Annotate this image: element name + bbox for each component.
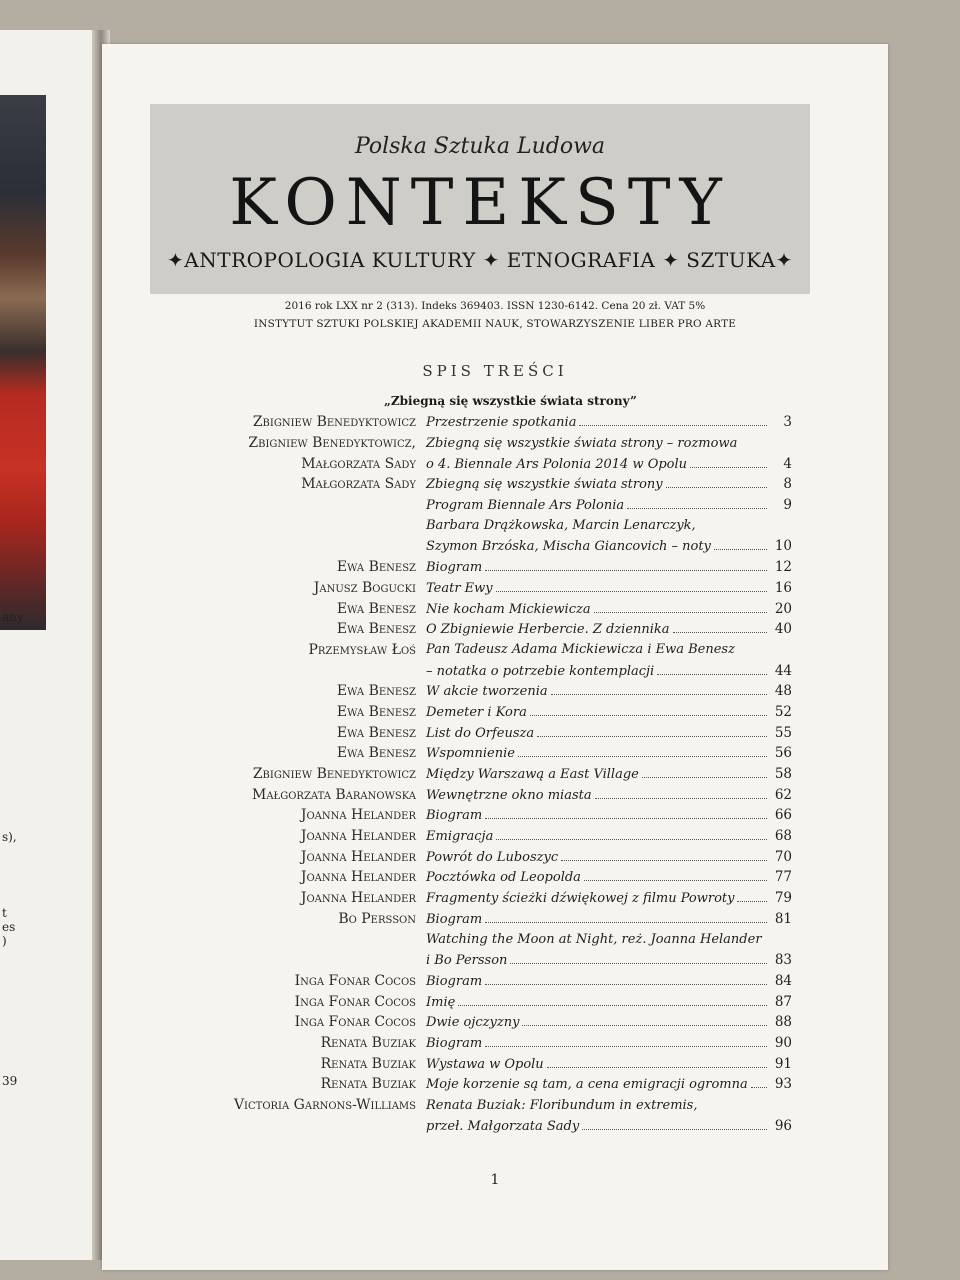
toc-entry xyxy=(102,805,888,826)
toc-author: Zbigniew Benedyktowicz xyxy=(252,414,416,431)
dot-leader xyxy=(518,746,767,757)
toc-title: W akcie tworzenia xyxy=(426,684,548,700)
toc-title-line xyxy=(426,890,792,906)
toc-row xyxy=(102,722,888,743)
dot-leader xyxy=(458,995,767,1006)
toc-author: Ewa Benesz xyxy=(336,745,416,762)
toc-title-line xyxy=(426,1098,792,1113)
toc-author: Przemysław Łoś xyxy=(308,641,416,658)
toc-title: Powrót do Luboszyc xyxy=(426,849,559,865)
toc-row xyxy=(102,619,888,640)
toc-row xyxy=(102,764,888,785)
toc-row xyxy=(102,1074,888,1095)
dot-leader xyxy=(485,1036,767,1047)
toc-page-number: 81 xyxy=(774,910,792,927)
toc-page-number: 12 xyxy=(774,559,792,576)
dot-leader xyxy=(751,1077,767,1088)
toc-entry xyxy=(102,722,888,743)
toc-author: Joanna Helander xyxy=(300,869,416,886)
toc-title: Teatr Ewy xyxy=(426,580,493,596)
toc-author: Małgorzata Sady xyxy=(301,476,416,493)
toc-page-number: 87 xyxy=(774,993,792,1010)
toc-author: Janusz Bogucki xyxy=(313,579,416,596)
toc-row xyxy=(102,1115,888,1136)
toc-title-line xyxy=(426,994,792,1010)
toc-page-number: 88 xyxy=(774,1014,792,1031)
toc-title: List do Orfeusza xyxy=(426,725,535,741)
toc-title-line xyxy=(426,828,792,844)
toc-title: Renata Buziak: Floribundum in extremis, xyxy=(426,1097,698,1113)
publisher-line: INSTYTUT SZTUKI POLSKIEJ AKADEMII NAUK, STOWARZYSZENIE LIBER PRO ARTE xyxy=(253,318,737,330)
toc-author: Inga Fonar Cocos xyxy=(294,993,416,1010)
toc-page-number: 9 xyxy=(783,497,792,514)
toc-title-line xyxy=(426,601,792,617)
toc-title-line xyxy=(426,766,792,782)
toc-title-line xyxy=(426,1118,792,1134)
toc-author: Ewa Benesz xyxy=(336,621,416,638)
toc-title-line xyxy=(426,476,792,492)
toc-page-number: 56 xyxy=(774,745,792,762)
toc-entry xyxy=(102,971,888,992)
toc-page-number: 79 xyxy=(774,890,792,907)
dot-leader xyxy=(737,891,767,902)
issue-info: 2016 rok LXX nr 2 (313). Indeks 369403. ISSN 1230-6142. Cena 20 zł. VAT 5% xyxy=(284,300,706,312)
toc-page-number: 90 xyxy=(774,1034,792,1051)
toc-author: Joanna Helander xyxy=(300,828,416,845)
toc-page-number: 91 xyxy=(774,1055,792,1072)
toc-entry xyxy=(102,453,888,474)
toc-entry xyxy=(102,702,888,723)
toc-author: Ewa Benesz xyxy=(336,703,416,720)
toc-entry xyxy=(102,640,888,681)
toc-title-line xyxy=(426,1035,792,1051)
contents-page xyxy=(102,44,888,1270)
toc-title: Biogram xyxy=(426,973,483,989)
toc-entry xyxy=(102,1053,888,1074)
toc-page-number: 62 xyxy=(774,786,792,803)
toc-row xyxy=(102,474,888,495)
page-number: 1 xyxy=(490,1172,500,1188)
toc-row xyxy=(102,453,888,474)
toc-page-number: 77 xyxy=(774,869,792,886)
dot-leader xyxy=(714,539,767,550)
toc-heading: SPIS TREŚCI xyxy=(422,362,568,380)
toc-entry xyxy=(102,826,888,847)
toc-author: Ewa Benesz xyxy=(336,559,416,576)
toc-page-number: 3 xyxy=(783,414,792,431)
toc-author: Małgorzata Baranowska xyxy=(251,786,416,803)
toc-title-line xyxy=(426,911,792,927)
toc-title-line xyxy=(426,849,792,865)
toc-entry xyxy=(102,929,888,970)
toc-title-line xyxy=(426,932,792,947)
masthead xyxy=(150,104,810,294)
dot-leader xyxy=(594,602,767,613)
toc-row xyxy=(102,1033,888,1054)
toc-title: Biogram xyxy=(426,1035,483,1051)
toc-title: Wspomnienie xyxy=(426,746,515,762)
dot-leader xyxy=(485,974,767,985)
toc-row xyxy=(102,702,888,723)
toc-page-number: 55 xyxy=(774,724,792,741)
toc-entry xyxy=(102,578,888,599)
toc-entry xyxy=(102,515,888,556)
toc-row xyxy=(102,826,888,847)
toc-entry xyxy=(102,1074,888,1095)
toc-title: Fragmenty ścieżki dźwiękowej z filmu Powroty xyxy=(426,891,735,907)
toc-entry xyxy=(102,1095,888,1136)
dot-leader xyxy=(666,477,767,488)
toc-author: Renata Buziak xyxy=(320,1034,416,1051)
toc-title-line xyxy=(426,518,792,533)
toc-title-line xyxy=(426,456,792,472)
toc-row xyxy=(102,412,888,433)
toc-entry xyxy=(102,495,888,516)
toc-title-line xyxy=(426,621,792,637)
toc-author: Renata Buziak xyxy=(320,1076,416,1093)
dot-leader xyxy=(537,726,767,737)
toc-title: Nie kocham Mickiewicza xyxy=(426,601,591,617)
toc-title-line xyxy=(426,787,792,803)
toc-row xyxy=(102,805,888,826)
toc-author: Inga Fonar Cocos xyxy=(294,972,416,989)
toc-row xyxy=(102,598,888,619)
dot-leader xyxy=(547,1057,767,1068)
toc-author: Inga Fonar Cocos xyxy=(294,1014,416,1031)
toc-row xyxy=(102,846,888,867)
toc-title-line xyxy=(426,704,792,720)
toc-row xyxy=(102,660,888,681)
toc-page-number: 93 xyxy=(774,1076,792,1093)
toc-entry xyxy=(102,433,888,454)
toc-author: Joanna Helander xyxy=(300,890,416,907)
toc-entry xyxy=(102,846,888,867)
toc-author: Joanna Helander xyxy=(300,848,416,865)
toc-page-number: 20 xyxy=(774,600,792,617)
toc-title-line xyxy=(426,663,792,679)
toc-title-line xyxy=(426,683,792,699)
toc-page-number: 70 xyxy=(774,848,792,865)
toc-entry xyxy=(102,557,888,578)
dot-leader xyxy=(642,767,767,778)
toc-page-number: 4 xyxy=(783,455,792,472)
dot-leader xyxy=(530,705,767,716)
toc-title: Demeter i Kora xyxy=(426,704,527,720)
toc-title: O Zbigniewie Herbercie. Z dziennika xyxy=(426,622,670,638)
toc-title-line xyxy=(426,807,792,823)
dot-leader xyxy=(485,808,767,819)
dot-leader xyxy=(657,664,767,675)
toc-title: Program Biennale Ars Polonia xyxy=(426,498,625,514)
toc-page-number: 40 xyxy=(774,621,792,638)
dot-leader xyxy=(510,953,767,964)
toc-title: Dwie ojczyzny xyxy=(426,1015,520,1031)
toc-row xyxy=(102,743,888,764)
toc-row xyxy=(102,495,888,516)
left-page-photo xyxy=(0,95,46,630)
toc-page-number: 66 xyxy=(774,807,792,824)
dot-leader xyxy=(522,1015,767,1026)
toc-page-number: 8 xyxy=(783,476,792,493)
dot-leader xyxy=(690,457,767,468)
toc-title-line xyxy=(426,559,792,575)
toc-title: Emigracja xyxy=(426,829,494,845)
dot-leader xyxy=(496,829,767,840)
toc-title: przeł. Małgorzata Sady xyxy=(426,1118,580,1134)
toc-title-line xyxy=(426,1076,792,1092)
toc-title: i Bo Persson xyxy=(426,953,508,969)
toc-page-number: 96 xyxy=(774,1117,792,1134)
toc-author: Bo Persson xyxy=(338,910,416,927)
toc-entry xyxy=(102,1012,888,1033)
toc-title-line xyxy=(426,642,792,657)
toc-page-number: 83 xyxy=(774,952,792,969)
toc-entry xyxy=(102,598,888,619)
toc-entry xyxy=(102,764,888,785)
toc-row xyxy=(102,1012,888,1033)
toc-title: Szymon Brzóska, Mischa Giancovich – noty xyxy=(426,539,711,555)
masthead-title: KONTEKSTY xyxy=(229,166,731,240)
dot-leader xyxy=(584,870,767,881)
toc-entry xyxy=(102,784,888,805)
toc-title-line xyxy=(426,436,792,451)
toc-author: Joanna Helander xyxy=(300,807,416,824)
left-facing-page xyxy=(0,30,100,1260)
toc-row xyxy=(102,1095,888,1116)
toc-entry xyxy=(102,1033,888,1054)
left-text-fragment: 39 xyxy=(2,1074,18,1088)
toc-author: Ewa Benesz xyxy=(336,724,416,741)
toc-title-line xyxy=(426,745,792,761)
left-text-fragment: any xyxy=(2,610,24,624)
toc-entry xyxy=(102,681,888,702)
toc-author: Małgorzata Sady xyxy=(301,455,416,472)
toc-entry xyxy=(102,412,888,433)
toc-page-number: 48 xyxy=(774,683,792,700)
dot-leader xyxy=(627,498,767,509)
toc-title-line xyxy=(426,973,792,989)
toc-title: Zbiegną się wszystkie świata strony xyxy=(426,477,663,493)
toc-title: Biogram xyxy=(426,911,483,927)
toc-title: Między Warszawą a East Village xyxy=(426,767,639,783)
toc-title-line xyxy=(426,497,792,513)
toc-row xyxy=(102,784,888,805)
toc-title-line xyxy=(426,1014,792,1030)
masthead-tagline: ✦ANTROPOLOGIA KULTURY ✦ ETNOGRAFIA ✦ SZTUKA✦ xyxy=(167,248,793,272)
toc-row xyxy=(102,929,888,950)
dot-leader xyxy=(673,622,767,633)
toc-row xyxy=(102,536,888,557)
toc-row xyxy=(102,640,888,661)
toc-row xyxy=(102,578,888,599)
toc-title: o 4. Biennale Ars Polonia 2014 w Opolu xyxy=(426,456,688,472)
toc-page-number: 52 xyxy=(774,703,792,720)
toc-entry xyxy=(102,888,888,909)
toc-title-line xyxy=(426,869,792,885)
toc-title: – notatka o potrzebie kontemplacji xyxy=(426,663,655,679)
toc-page-number: 58 xyxy=(774,766,792,783)
masthead-subtitle: Polska Sztuka Ludowa xyxy=(354,134,606,159)
toc-title: Pan Tadeusz Adama Mickiewicza i Ewa Benesz xyxy=(426,642,735,658)
toc-page-number: 68 xyxy=(774,828,792,845)
section-title: „Zbiegną się wszystkie świata strony” xyxy=(384,394,637,408)
toc-title: Biogram xyxy=(426,808,483,824)
toc-title-line xyxy=(426,1056,792,1072)
toc-page-number: 10 xyxy=(774,538,792,555)
toc-row xyxy=(102,1053,888,1074)
toc-entry xyxy=(102,867,888,888)
toc-author: Zbigniew Benedyktowicz xyxy=(252,766,416,783)
toc-title: Barbara Drążkowska, Marcin Lenarczyk, xyxy=(426,518,696,534)
toc-entry xyxy=(102,474,888,495)
left-text-fragment: s), xyxy=(2,830,17,844)
left-text-fragment: t xyxy=(2,906,7,920)
toc-title: Watching the Moon at Night, reż. Joanna Helander xyxy=(426,932,762,948)
dot-leader xyxy=(595,788,767,799)
toc-row xyxy=(102,867,888,888)
toc-author: Ewa Benesz xyxy=(336,600,416,617)
toc-row xyxy=(102,888,888,909)
toc-row xyxy=(102,557,888,578)
toc-title: Wewnętrzne okno miasta xyxy=(426,787,592,803)
toc-row xyxy=(102,433,888,454)
toc-row xyxy=(102,950,888,971)
dot-leader xyxy=(551,684,767,695)
dot-leader xyxy=(485,560,767,571)
dot-leader xyxy=(579,415,767,426)
toc-row xyxy=(102,681,888,702)
toc-title-line xyxy=(426,952,792,968)
toc-entry xyxy=(102,619,888,640)
dot-leader xyxy=(485,912,767,923)
toc-page-number: 84 xyxy=(774,972,792,989)
toc-title: Imię xyxy=(426,994,456,1010)
dot-leader xyxy=(582,1119,767,1130)
toc-page-number: 16 xyxy=(774,579,792,596)
toc-author: Ewa Benesz xyxy=(336,683,416,700)
toc-title: Biogram xyxy=(426,560,483,576)
toc-author: Victoria Garnons-Williams xyxy=(233,1097,416,1114)
toc-row xyxy=(102,909,888,930)
toc-author: Zbigniew Benedyktowicz, xyxy=(248,435,416,452)
toc-row xyxy=(102,971,888,992)
toc-entry xyxy=(102,743,888,764)
toc-author: Renata Buziak xyxy=(320,1055,416,1072)
toc-row xyxy=(102,991,888,1012)
toc-page-number: 44 xyxy=(774,662,792,679)
toc-entry xyxy=(102,991,888,1012)
left-text-fragment: es xyxy=(2,920,16,934)
toc-title: Zbiegną się wszystkie świata strony – rozmowa xyxy=(426,435,738,451)
toc-title-line xyxy=(426,725,792,741)
left-text-fragment: ) xyxy=(2,934,7,948)
dot-leader xyxy=(561,850,767,861)
dot-leader xyxy=(496,581,767,592)
toc-title-line xyxy=(426,538,792,554)
toc-title-line xyxy=(426,580,792,596)
toc-title: Moje korzenie są tam, a cena emigracji ogromna xyxy=(426,1077,748,1093)
toc-title: Przestrzenie spotkania xyxy=(426,415,577,431)
toc-row xyxy=(102,515,888,536)
toc-title: Wystawa w Opolu xyxy=(426,1056,544,1072)
toc-title: Pocztówka od Leopolda xyxy=(426,870,581,886)
toc-entry xyxy=(102,909,888,930)
toc-title-line xyxy=(426,414,792,430)
table-of-contents xyxy=(102,412,888,1136)
